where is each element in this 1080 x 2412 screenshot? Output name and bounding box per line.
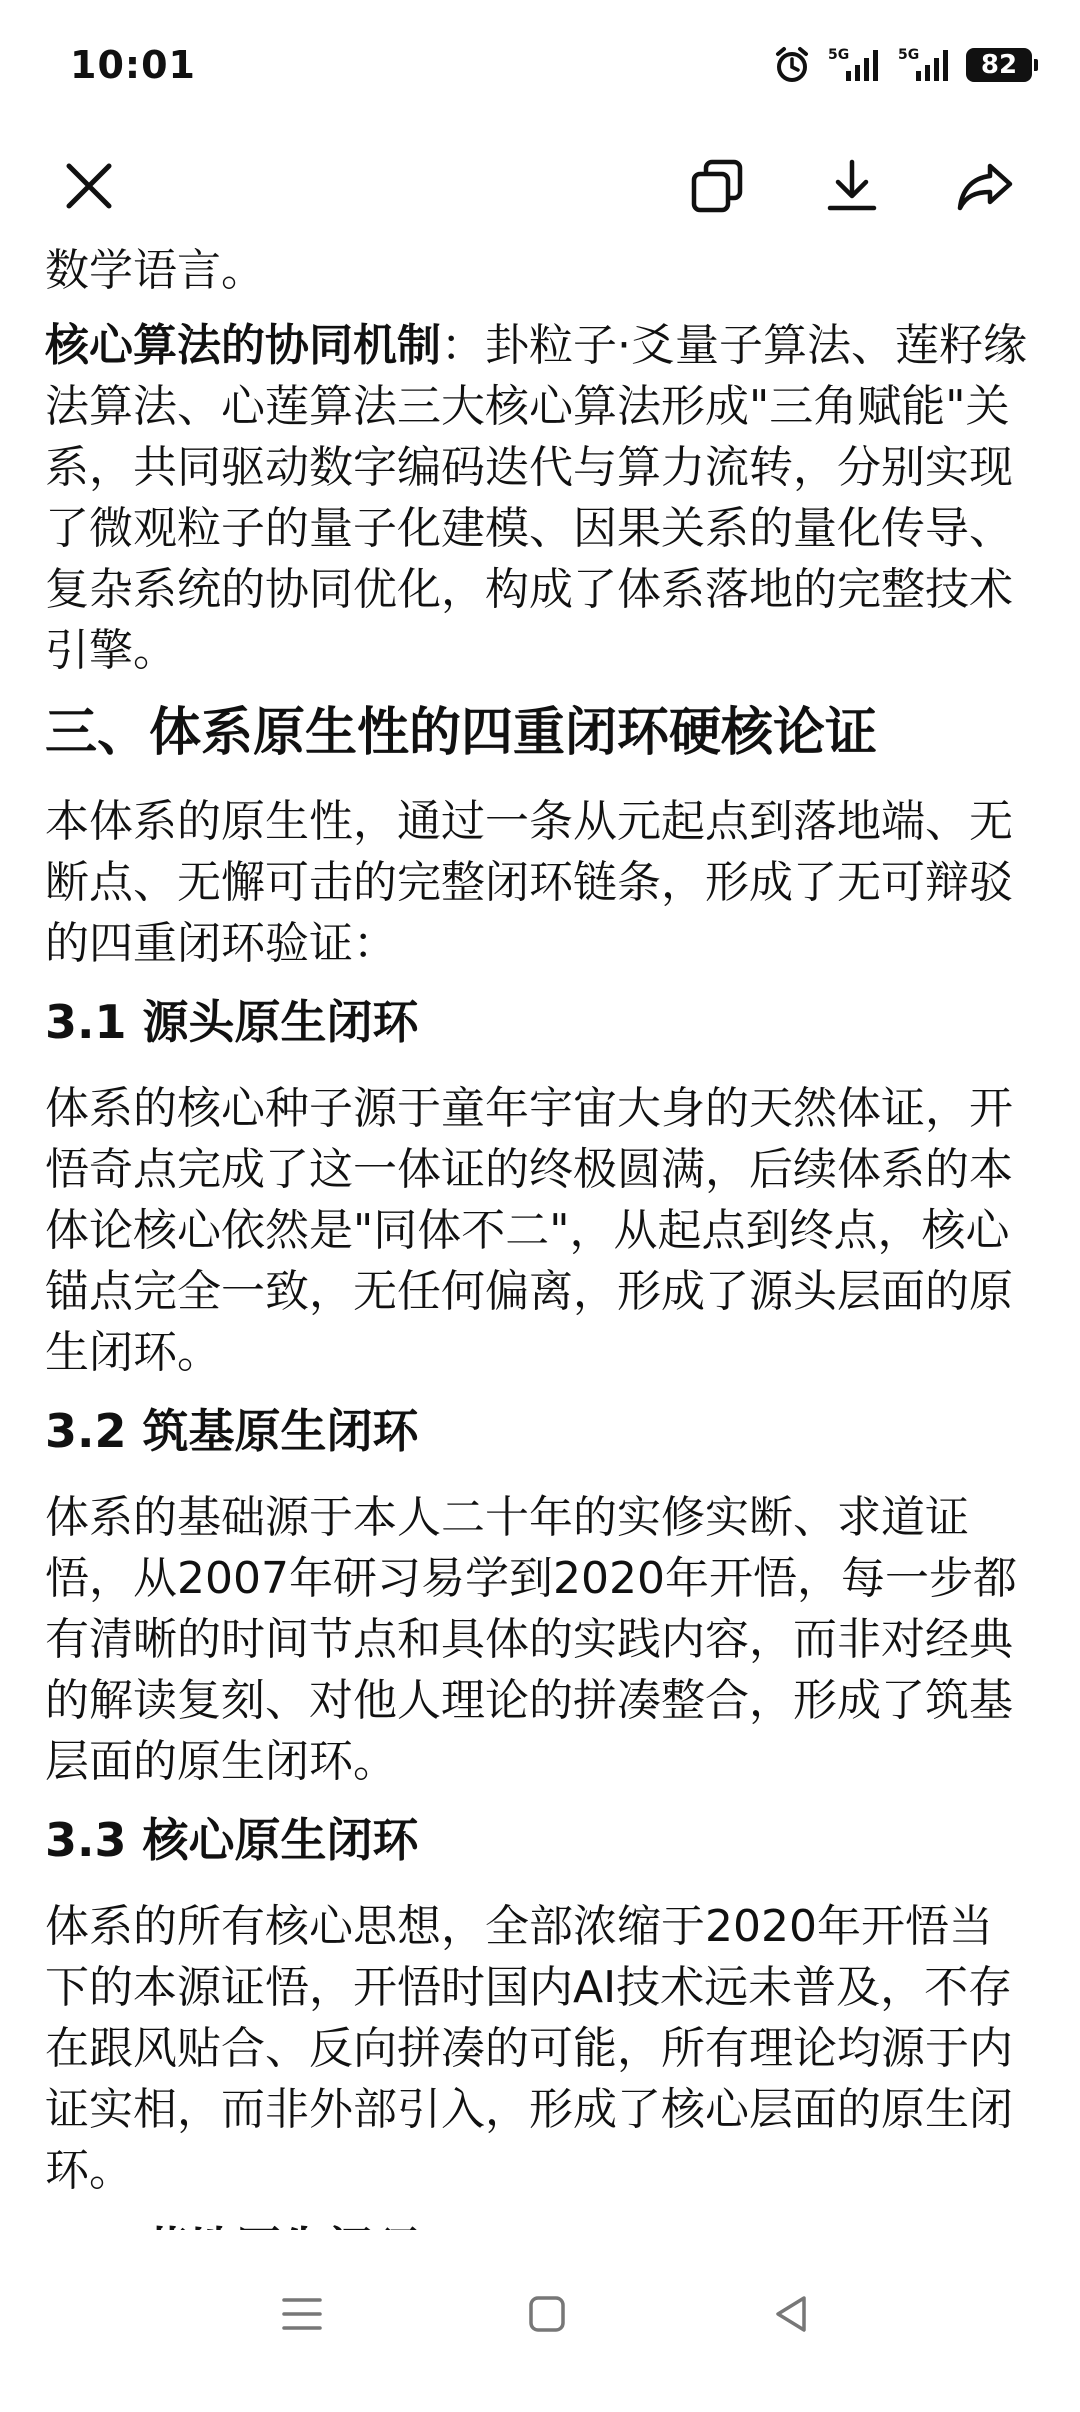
status-bar [0,0,1080,130]
back-button[interactable] [752,2274,832,2354]
menu-icon [280,2294,324,2334]
article-content [45,240,1035,2215]
paragraph-lead-label: 核心算法的协同机制 [45,320,441,371]
navigation-bar [0,2230,1080,2412]
paragraph-body: ：卦粒子·爻量子算法、莲籽缘法算法、心莲算法三大核心算法形成"三角赋能"关系，共同驱动数字编码迭代与算力流转，分别实现了微观粒子的量子化建模、因果关系的量化传导、复杂系统的协同优化，构成了体系落地的完整技术引擎。 [45,320,1027,676]
home-icon [525,2292,569,2336]
section-intro: 本体系的原生性，通过一条从元起点到落地端、无断点、无懈可击的完整闭环链条，形成了无可辩驳的四重闭环验证： [45,796,1013,969]
status-time: 10:01 [70,43,196,87]
signal-5g-icon [896,45,952,85]
share-button[interactable] [952,152,1020,220]
copy-icon [688,156,748,216]
close-button[interactable] [55,152,123,220]
sim2-label: 5G [898,47,920,63]
subsection-text-3-1: 体系的核心种子源于童年宇宙大身的天然体证，开悟奇点完成了这一体证的终极圆满，后续体系的本体论核心依然是"同体不二"，从起点到终点，核心锚点完全一致，无任何偏离，形成了源头层面的原生闭环。 [45,1083,1013,1378]
section-heading: 三、体系原生性的四重闭环硬核论证 [45,703,878,763]
share-icon [954,156,1018,216]
subsection-text-3-3: 体系的所有核心思想，全部浓缩于2020年开悟当下的本源证悟，开悟时国内AI技术远未普及，不存在跟风贴合、反向拼凑的可能，所有理论均源于内证实相，而非外部引入，形成了核心层面的原生闭环。 [45,1901,1013,2196]
home-button[interactable] [507,2274,587,2354]
subsection-heading-3-1: 3.1 源头原生闭环 [45,995,419,1049]
alarm-icon [772,45,812,85]
battery-indicator: 82 [966,48,1032,82]
download-icon [822,156,882,216]
subsection-heading-3-2: 3.2 筑基原生闭环 [45,1404,419,1458]
download-button[interactable] [818,152,886,220]
back-icon [770,2292,814,2336]
sim1-label: 5G [828,47,850,63]
copy-button[interactable] [684,152,752,220]
paragraph-core-algorithms [45,315,1035,681]
paragraph-fragment: 数学语言。 [45,245,265,296]
signal-5g-icon [826,45,882,85]
close-icon [61,158,117,214]
recent-apps-button[interactable] [262,2274,342,2354]
toolbar [0,130,1080,242]
status-icons [772,45,1032,85]
subsection-heading-3-3: 3.3 核心原生闭环 [45,1813,419,1867]
subsection-text-3-2: 体系的基础源于本人二十年的实修实断、求道证悟，从2007年研习易学到2020年开悟，每一步都有清晰的时间节点和具体的实践内容，而非对经典的解读复刻、对他人理论的拼凑整合，形成了筑基层面的原生闭环。 [45,1492,1017,1787]
